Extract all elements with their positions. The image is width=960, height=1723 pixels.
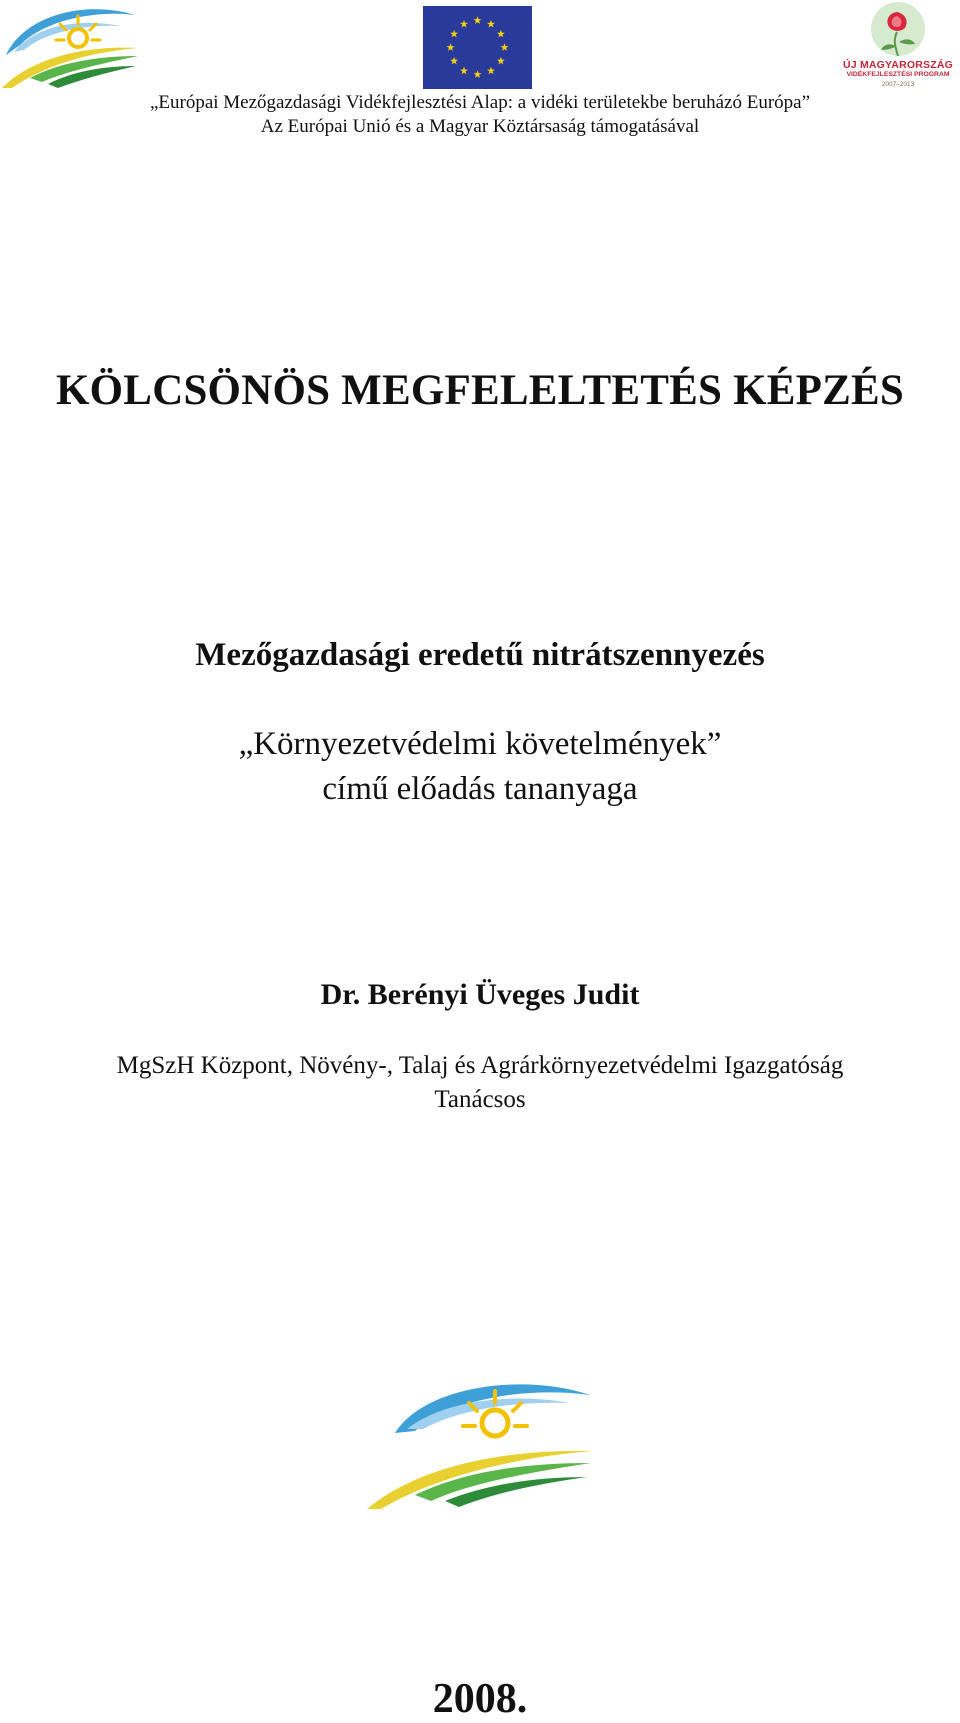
lecture-subtitle: című előadás tananyaga (322, 771, 638, 807)
uj-magyarorszag-logo (843, 2, 953, 92)
fund-line: „Európai Mezőgazdasági Vidékfejlesztési Alap: a vidéki területekbe beruházó Európa” (149, 92, 811, 113)
author-organization: MgSzH Központ, Növény-, Talaj és Agrárkörnyezetvédelmi Igazgatóság (116, 1052, 844, 1079)
program-subtitle: VIDÉKFEJLESZTÉSI PROGRAM (846, 71, 950, 78)
program-name: ÚJ MAGYARORSZÁG (843, 59, 953, 71)
flower-icon (843, 2, 953, 60)
document-year: 2008. (432, 1676, 528, 1722)
topic-title: Mezőgazdasági eredetű nitrátszennyezés (195, 637, 765, 673)
program-period: 2007–2013 (881, 81, 915, 88)
emva-logo-icon (365, 1373, 595, 1511)
support-line: Az Európai Unió és a Magyar Köztársaság támogatásával (260, 116, 700, 137)
author-role: Tanácsos (434, 1086, 526, 1113)
lecture-title: „Környezetvédelmi követelmények” (238, 726, 722, 762)
eu-flag-icon (423, 6, 532, 89)
emva-logo-icon (0, 0, 140, 90)
page-title: KÖLCSÖNÖS MEGFELELTETÉS KÉPZÉS (56, 367, 904, 414)
author-name: Dr. Berényi Üveges Judit (320, 978, 640, 1011)
